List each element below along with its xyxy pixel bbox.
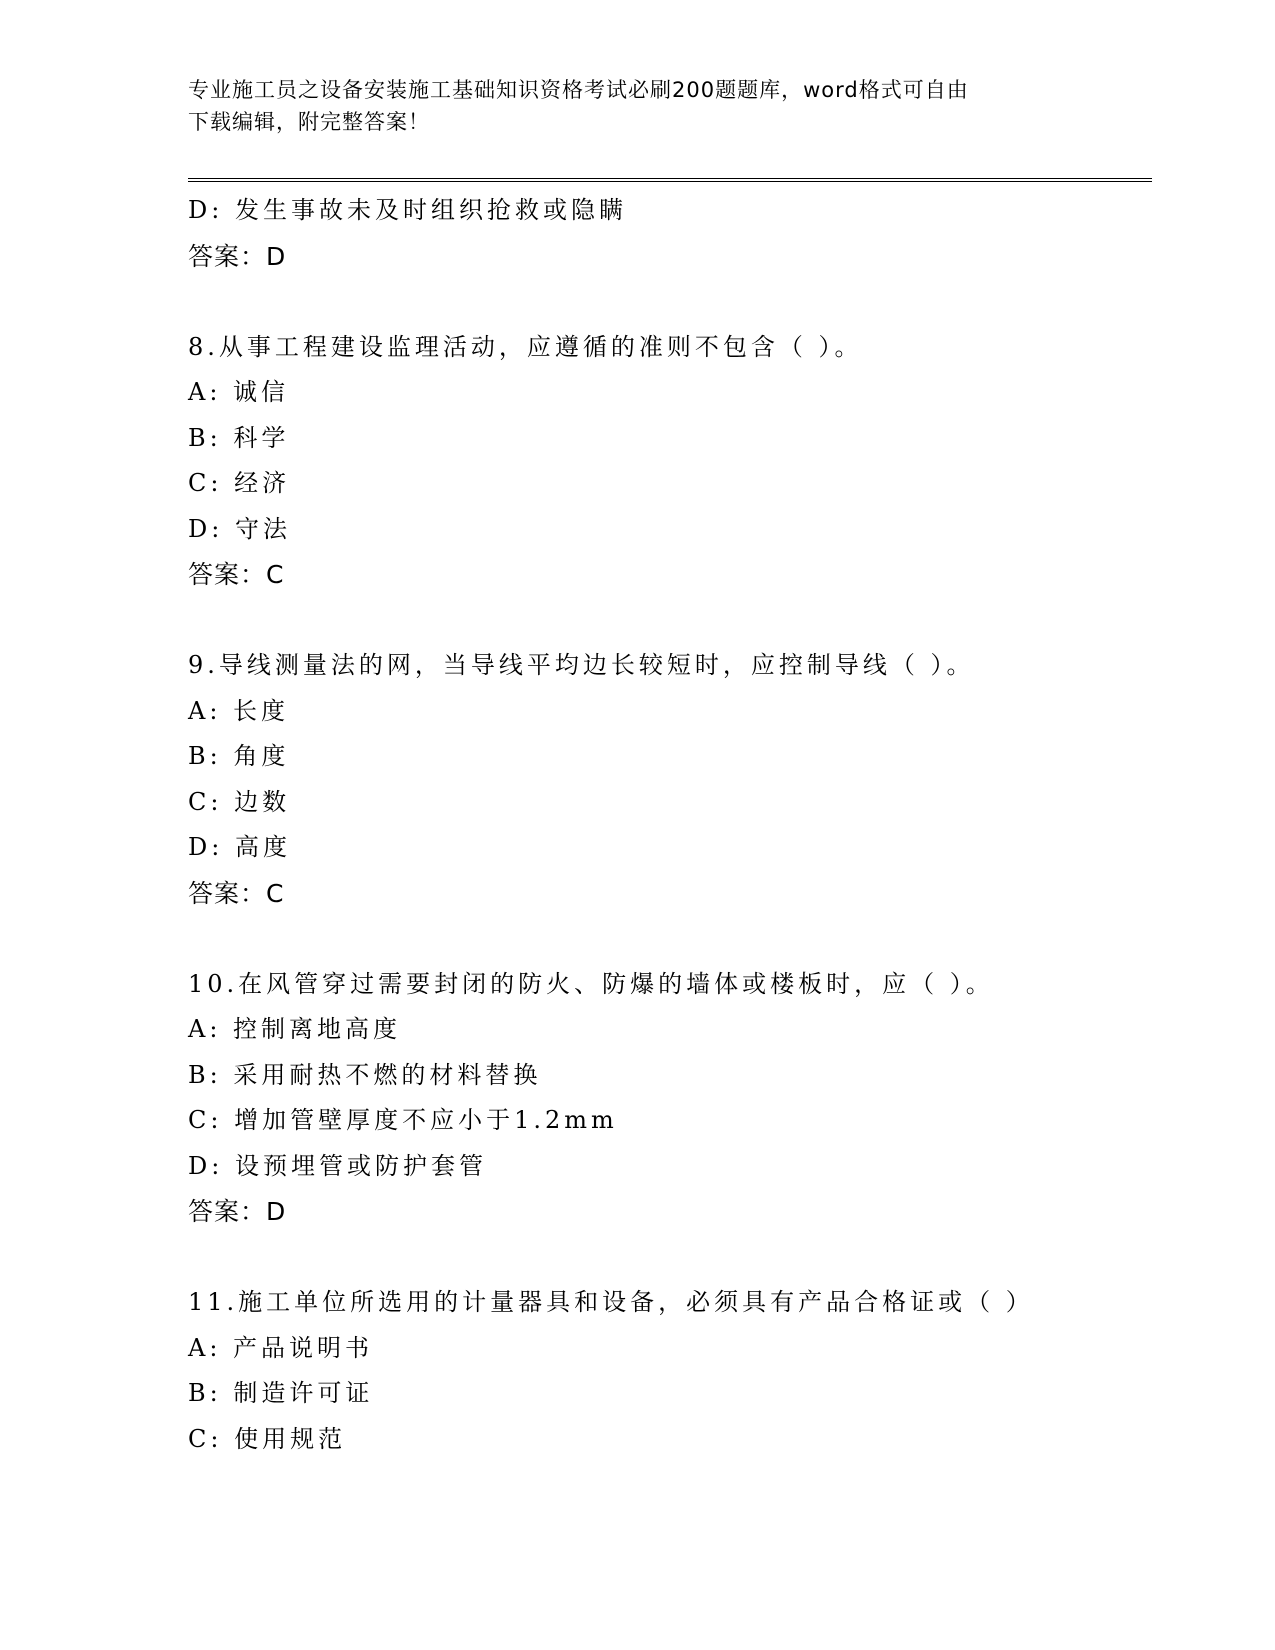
page-header bbox=[188, 74, 1068, 138]
option-a: A: 诚信 bbox=[188, 378, 290, 406]
question-text: 10.在风管穿过需要封闭的防火、防爆的墙体或楼板时，应（ ）。 bbox=[188, 969, 994, 998]
option-c: C: 经济 bbox=[188, 469, 291, 497]
answer: 答案：C bbox=[188, 560, 285, 589]
option-b: B: 采用耐热不燃的材料替换 bbox=[188, 1060, 542, 1089]
question-list bbox=[188, 188, 1152, 1462]
question-11 bbox=[188, 1280, 1152, 1462]
option-c: C: 使用规范 bbox=[188, 1424, 347, 1453]
question-text: 9.导线测量法的网，当导线平均边长较短时，应控制导线（ ）。 bbox=[188, 651, 975, 679]
header-line-2: 下载编辑，附完整答案！ bbox=[188, 110, 430, 134]
answer: 答案：D bbox=[188, 241, 287, 271]
question-text: 8.从事工程建设监理活动，应遵循的准则不包含（ ）。 bbox=[188, 332, 863, 361]
header-line-1: 专业施工员之设备安装施工基础知识资格考试必刷200题题库，word格式可自由 bbox=[188, 78, 969, 102]
option-d: D: 守法 bbox=[188, 514, 291, 543]
option-a: A: 产品说明书 bbox=[188, 1333, 374, 1362]
option-d: D: 设预埋管或防护套管 bbox=[188, 1151, 487, 1180]
option-b: B: 角度 bbox=[188, 742, 290, 770]
answer: 答案：D bbox=[188, 1197, 287, 1226]
option-a: A: 控制离地高度 bbox=[188, 1015, 402, 1043]
option-c: C: 边数 bbox=[188, 787, 291, 816]
answer: 答案：C bbox=[188, 878, 285, 908]
option-d: D: 发生事故未及时组织抢救或隐瞒 bbox=[188, 196, 627, 224]
option-a: A: 长度 bbox=[188, 696, 290, 725]
option-d: D: 高度 bbox=[188, 833, 291, 861]
question-8 bbox=[188, 325, 1152, 598]
option-b: B: 科学 bbox=[188, 423, 290, 452]
header-divider bbox=[188, 178, 1152, 182]
option-b: B: 制造许可证 bbox=[188, 1379, 374, 1407]
question-10 bbox=[188, 962, 1152, 1235]
question-text: 11.施工单位所选用的计量器具和设备，必须具有产品合格证或（ ） bbox=[188, 1288, 1034, 1316]
question-9 bbox=[188, 643, 1152, 916]
question-fragment bbox=[188, 188, 1152, 279]
option-c: C: 增加管壁厚度不应小于1.2mm bbox=[188, 1106, 618, 1134]
